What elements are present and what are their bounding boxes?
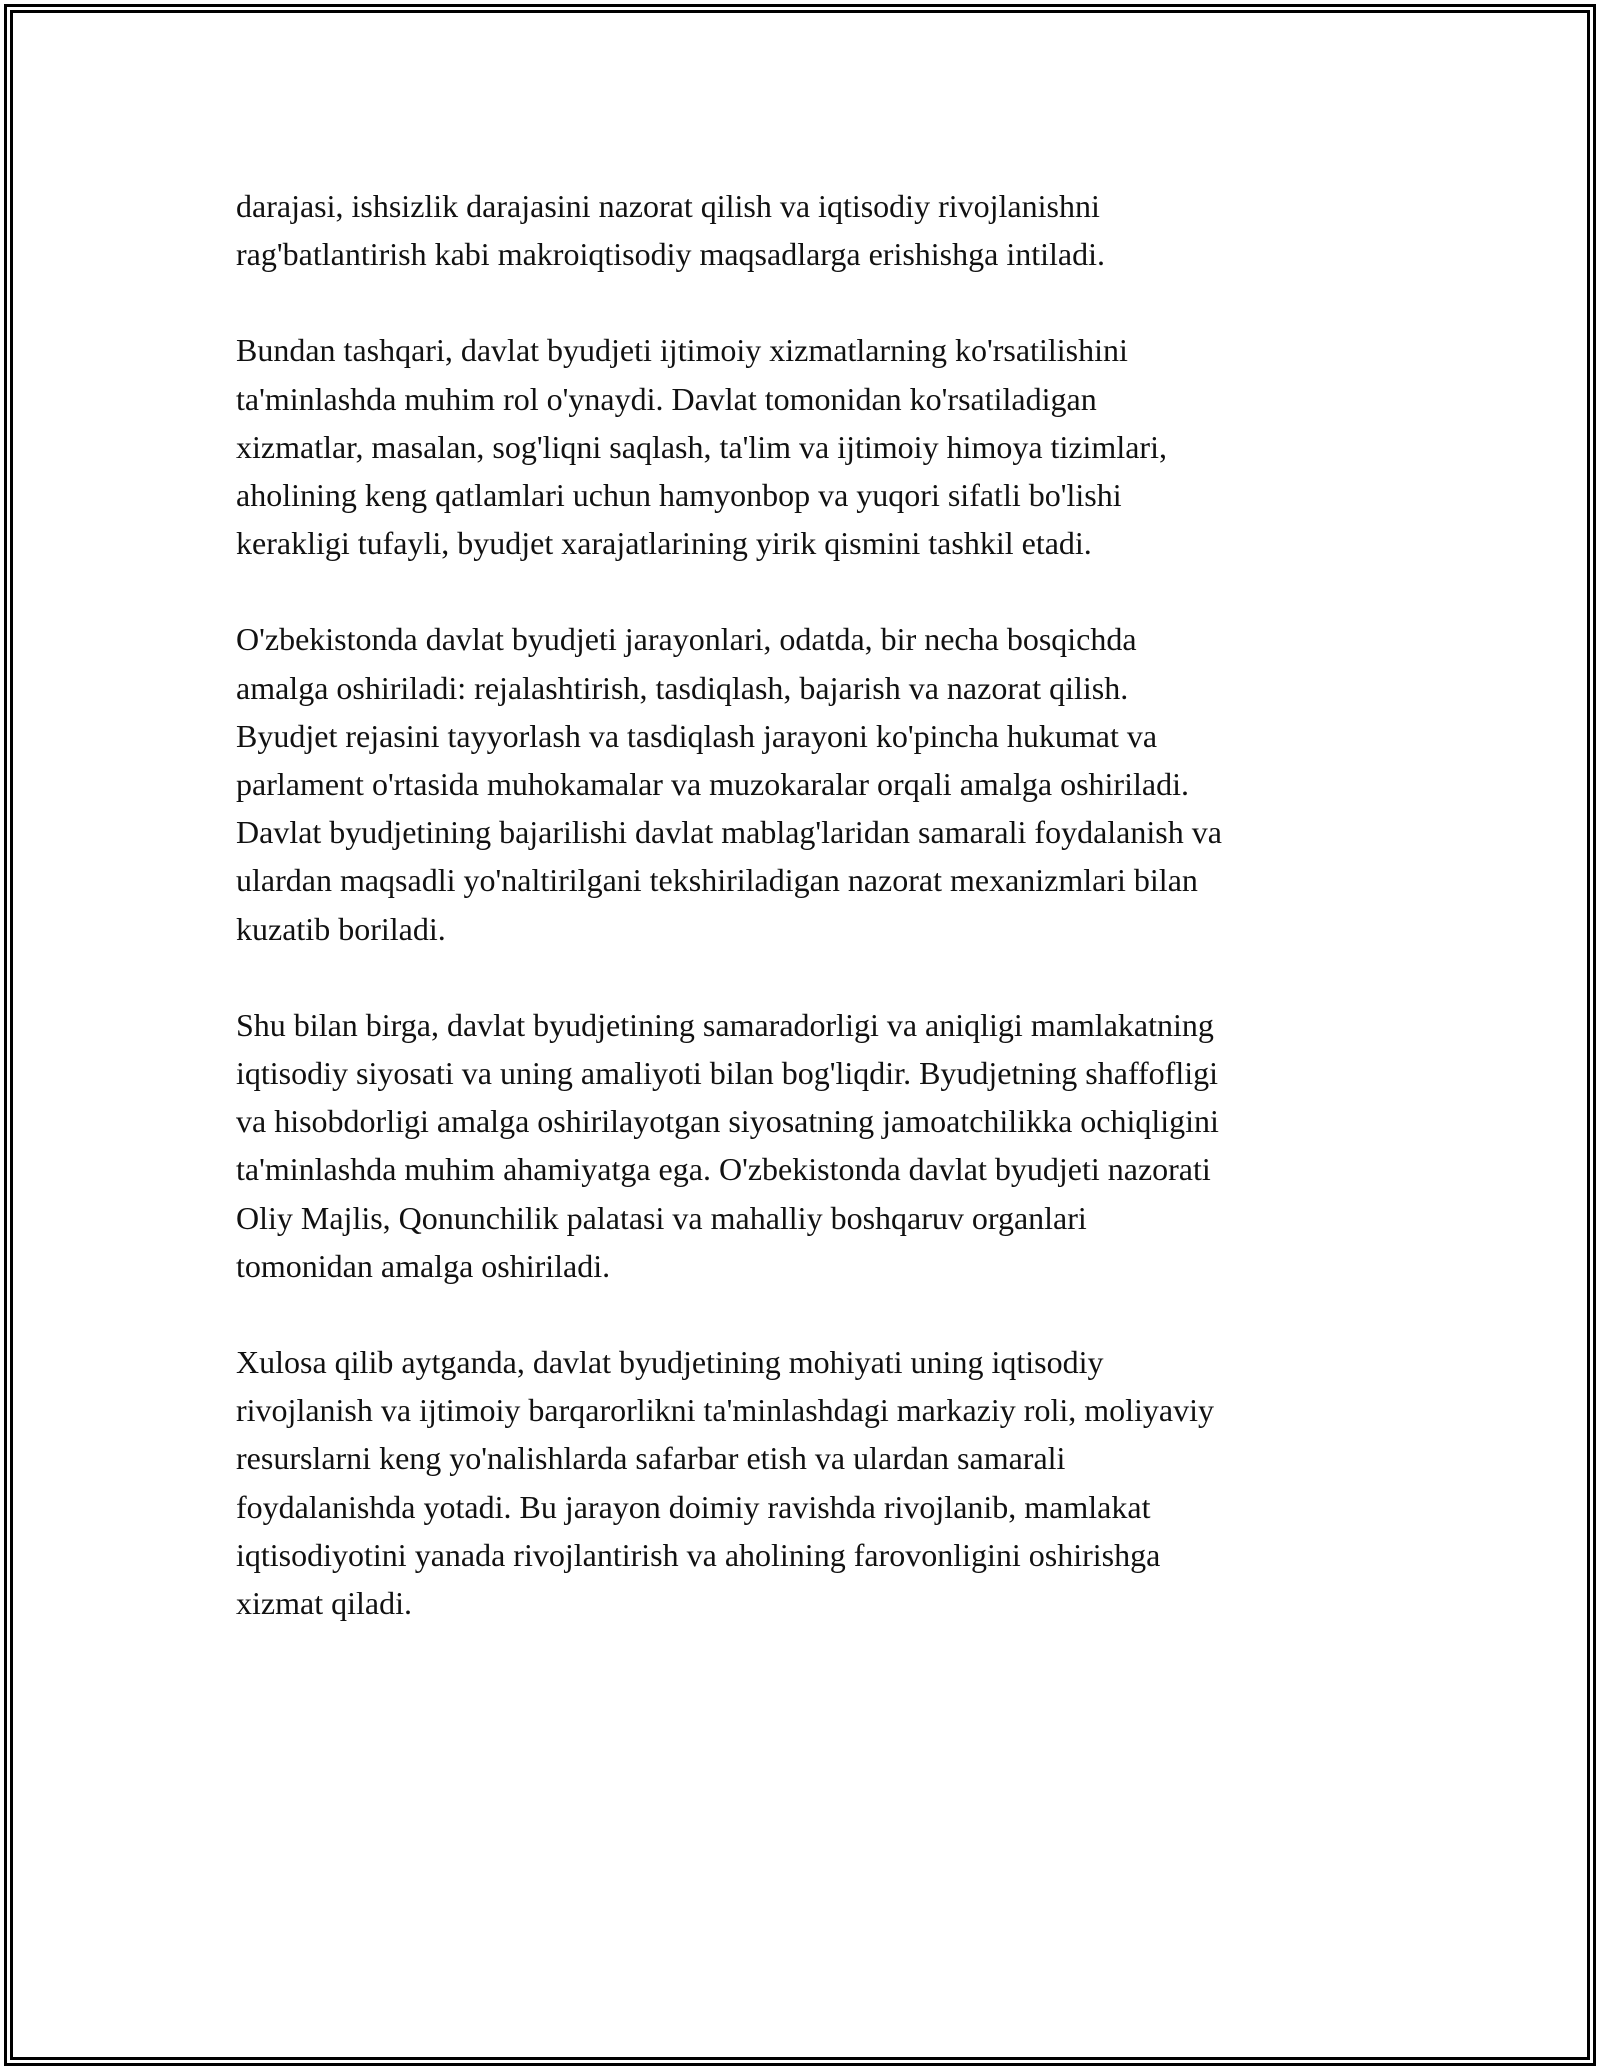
paragraph (236, 1001, 1386, 1290)
text-line: Oliy Majlis, Qonunchilik palatasi va mahalliy boshqaruv organlari (236, 1199, 1087, 1236)
text-line: foydalanishda yotadi. Bu jarayon doimiy ravishda rivojlanib, mamlakat (236, 1488, 1151, 1525)
text-line: rivojlanish va ijtimoiy barqarorlikni ta'minlashdagi markaziy roli, moliyaviy (236, 1392, 1214, 1429)
text-line: ta'minlashda muhim ahamiyatga ega. O'zbekistonda davlat byudjeti nazorati (236, 1151, 1211, 1188)
document-body (236, 182, 1386, 1675)
text-line: iqtisodiy siyosati va uning amaliyoti bilan bog'liqdir. Byudjetning shaffofligi (236, 1055, 1218, 1092)
text-line: xizmatlar, masalan, sog'liqni saqlash, ta'lim va ijtimoiy himoya tizimlari, (236, 428, 1167, 465)
text-line: ta'minlashda muhim rol o'ynaydi. Davlat tomonidan ko'rsatiladigan (236, 380, 1097, 417)
text-line: Bundan tashqari, davlat byudjeti ijtimoiy xizmatlarning ko'rsatilishini (236, 332, 1128, 369)
text-line: Byudjet rejasini tayyorlash va tasdiqlash jarayoni ko'pincha hukumat va (236, 717, 1158, 754)
paragraph (236, 1338, 1386, 1627)
text-line: va hisobdorligi amalga oshirilayotgan siyosatning jamoatchilikka ochiqligini (236, 1103, 1219, 1140)
text-line: resurslarni keng yo'nalishlarda safarbar etish va ulardan samarali (236, 1440, 1066, 1477)
text-line: Shu bilan birga, davlat byudjetining samaradorligi va aniqligi mamlakatning (236, 1006, 1214, 1043)
text-line: rag'batlantirish kabi makroiqtisodiy maqsadlarga erishishga intiladi. (236, 236, 1105, 273)
text-line: iqtisodiyotini yanada rivojlantirish va aholining farovonligini oshirishga (236, 1536, 1161, 1573)
text-line: darajasi, ishsizlik darajasini nazorat qilish va iqtisodiy rivojlanishni (236, 188, 1100, 224)
text-line: kuzatib boriladi. (236, 910, 446, 947)
text-line: aholining keng qatlamlari uchun hamyonbop va yuqori sifatli bo'lishi (236, 477, 1122, 514)
text-line: tomonidan amalga oshiriladi. (236, 1247, 611, 1284)
text-line: O'zbekistonda davlat byudjeti jarayonlari, odatda, bir necha bosqichda (236, 621, 1137, 658)
text-line: xizmat qiladi. (236, 1585, 412, 1622)
text-line: ulardan maqsadli yo'naltirilgani tekshiriladigan nazorat mexanizmlari bilan (236, 862, 1198, 899)
text-line: amalga oshiriladi: rejalashtirish, tasdiqlash, bajarish va nazorat qilish. (236, 669, 1129, 706)
text-line: parlament o'rtasida muhokamalar va muzokaralar orqali amalga oshiriladi. (236, 766, 1189, 803)
paragraph (236, 615, 1386, 952)
paragraph (236, 326, 1386, 567)
text-line: kerakligi tufayli, byudjet xarajatlarining yirik qismini tashkil etadi. (236, 525, 1092, 562)
text-line: Davlat byudjetining bajarilishi davlat mablag'laridan samarali foydalanish va (236, 814, 1222, 851)
text-line: Xulosa qilib aytganda, davlat byudjetining mohiyati uning iqtisodiy (236, 1344, 1104, 1381)
paragraph (236, 182, 1386, 278)
